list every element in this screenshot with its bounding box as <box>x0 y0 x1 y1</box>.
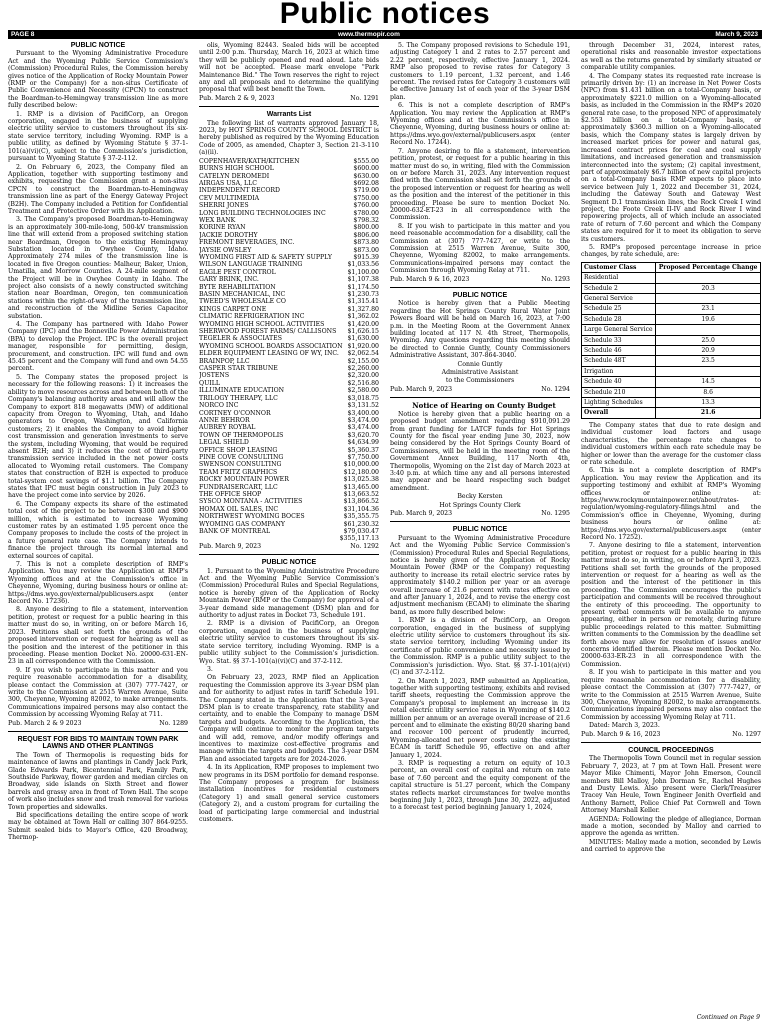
table-header: Customer Class <box>582 262 656 272</box>
warrant-payee: THE OFFICE SHOP <box>199 490 262 498</box>
continued-note: Continued on Page 9 <box>696 1014 760 1021</box>
paragraph: On February 23, 2023, RMP filed an Application requesting the Commission approve its 3-year DSM plan and for authority to adjust rates in tariff Schedule 191. The Company stated in the Application that the 3-year DSM plan is to create transparency, rate stability and certainty, and to enable the Company to manage DSM targets and budgets. According to the Application, the Company will continue to monitor the program targets and will add, remove, and/or modify offerings and incentives to maximize cost-effective programs and manage within the targets and budgets. The 3-year DSM Plan and associated targets are for 2024-2026. <box>199 674 379 763</box>
warrant-payee: CASPER STAR TRIBUNE <box>199 365 278 373</box>
percentage-change: 19.6 <box>656 314 761 324</box>
warrant-row <box>199 321 379 328</box>
warrant-amount: $1,362.02 <box>347 313 379 321</box>
paragraph: Pursuant to the Wyoming Administrative Procedure Act and the Wyoming Public Service Commission's (Commission) Procedural Rules and Special Regulations, notice is hereby given of the Application of Rocky Mountain Power (RMP or the Company) requesting authority to increase its retail electric service rates by approximately $140.2 million per year or an average overall increase of 21.6 percent with rates effective on and after January 1, 2024, and to revise the energy cost adjustment mechanism (ECAM) to eliminate the sharing band, as more fully described below: <box>390 534 570 616</box>
warrant-payee: ANNE BEHROR <box>199 416 250 424</box>
divider <box>390 287 570 288</box>
masthead <box>0 0 770 28</box>
paragraph: 8. If you wish to participate in this matter and you need reasonable accommodation for a disability, call the Commission at (307) 777-7427, or write to the Commission at 2515 Warren Avenue, Suite 300, Cheyenne, Wyoming 82002, to make arrangements. Communications-impaired persons may contact the Commission through Wyoming Relay at 711. <box>390 222 570 275</box>
notice-number: No. 1297 <box>732 730 761 738</box>
warrant-row <box>199 447 379 454</box>
notice-heading: Warrants List <box>266 111 312 119</box>
warrant-amount: $13,663.52 <box>343 490 379 498</box>
divider <box>581 742 761 743</box>
warrant-row <box>199 365 379 372</box>
publication-line <box>390 276 570 283</box>
percentage-change <box>656 273 761 283</box>
warrant-row <box>199 298 379 305</box>
warrant-row <box>199 210 379 217</box>
warrant-payee: TRILOGY THERAPY, LLC <box>199 394 278 402</box>
warrant-row <box>199 335 379 342</box>
warrant-payee: CEV MULTIMEDIA <box>199 194 260 202</box>
warrant-row <box>199 454 379 461</box>
warrant-payee: BRAINPOP, LLC <box>199 357 250 365</box>
warrant-payee: WILSON LANGUAGE TRAINING <box>199 261 303 269</box>
paragraph: Notice is hereby given that a Public Meeting regarding the Hot Springs County Rural Water Joint Powers Board will be held on March 16, 2023, at 7:00 p.m. in the Meeting Room at the Government Annex building located at 117 N. 4th Street, Thermopolis, Wyoming. Any questions regarding this meeting should be directed to Connie Guntly, County Commissioners Administrative Assistant, 307-864-3040. <box>390 300 570 360</box>
warrant-row <box>199 239 379 246</box>
warrant-row <box>199 217 379 224</box>
customer-class: Schedule 28 <box>582 314 656 324</box>
table-header: Proposed Percentage Change <box>656 262 761 272</box>
column-1 <box>8 42 188 1016</box>
divider <box>390 521 570 522</box>
paragraph: 4. In its Application, RMP proposes to implement two new programs in its DSM portfolio for demand response. The Company proposes a program for business installation incentives for residential customers (Category 1) and small general service customers (Category 2), and a custom program for curtailing the load of participating large commercial and industrial customers. <box>199 764 379 824</box>
warrant-amount: $2,155.00 <box>347 357 379 365</box>
paragraph: 2. On March 1, 2023, RMP submitted an Application, together with supporting testimony, exhibits and revised tariff sheets, requesting the Commission approve the Company's proposal to implement an increase in its retail electric utility service rates in Wyoming of $140.2 million per annum or an average overall increase of 21.6 percent and to eliminate the existing 80/20 sharing band and recover 100 percent of prudently incurred, Wyoming-allocated net power costs using the existing ECAM in tariff Schedule 95, effective on and after January 1, 2024. <box>390 677 570 759</box>
warrant-payee: PINE COVE CONSULTING <box>199 453 284 461</box>
warrant-payee: SHERRI JONES <box>199 202 249 210</box>
signature-title: Administrative Assistant <box>441 369 519 377</box>
warrant-row <box>199 491 379 498</box>
customer-class: Schedule 40 <box>582 377 656 387</box>
warrant-row <box>199 387 379 394</box>
warrant-payee: KINGS CARPET ONE <box>199 305 267 313</box>
warrant-row <box>199 313 379 320</box>
warrant-row <box>199 535 379 542</box>
warrant-amount: $873.80 <box>353 239 379 247</box>
warrant-payee: LONG BUILDING TECHNOLOGIES INC <box>199 209 326 217</box>
warrant-row <box>199 158 379 165</box>
warrant-row <box>199 173 379 180</box>
issue-date: March 9, 2023 <box>715 31 758 38</box>
warrant-row <box>199 424 379 431</box>
divider <box>8 731 188 732</box>
warrant-amount: $600.00 <box>353 165 379 173</box>
percentage-change <box>656 294 761 304</box>
customer-class: Residential <box>582 273 656 283</box>
column-4 <box>581 42 761 1016</box>
customer-class: Schedule 33 <box>582 335 656 345</box>
percentage-change: 25.0 <box>656 335 761 345</box>
pub-dates: Pub. March 9, 2023 <box>390 509 453 517</box>
warrant-payee: FUNDRAISERCART, LLC <box>199 483 278 491</box>
warrant-payee: JACKIE DOROTHY <box>199 231 258 239</box>
warrant-payee: FREMONT BEVERAGES, INC. <box>199 239 295 247</box>
warrant-amount: $1,420.00 <box>347 320 379 328</box>
warrant-payee: AIRGAS USA, LLC <box>199 179 257 187</box>
paragraph: 9. If you wish to participate in this matter and you require reasonable accommodation for a disability, please contact the Commission at (307) 777-7427, or write to the Commission at 2515 Warren Avenue, Suite 300, Cheyenne, Wyoming 82002, to make arrangements. Communications impaired persons may also contact the Commission by accessing Wyoming Relay at 711. <box>8 666 188 719</box>
warrant-row <box>199 306 379 313</box>
paragraph: 8. Anyone desiring to file a statement, intervention petition, protest or request for a public hearing in this matter must do so, in writing, on or before March 16, 2023. Petitions shall set forth the grounds of the proposed intervention or request for hearing as well as the position and the interest of the petitioner in this proceeding. Please mention Docket No. 20000-631-EN-23 in all correspondence with the Commission. <box>8 606 188 666</box>
warrant-amount: $1,327.80 <box>347 305 379 313</box>
table-row <box>582 408 761 418</box>
warrants-list <box>199 158 379 543</box>
warrant-payee: JOSTENS <box>199 372 230 380</box>
notice-heading: PUBLIC NOTICE <box>261 559 317 567</box>
warrant-payee: BANK OF MONTREAL <box>199 528 271 535</box>
table-row <box>582 377 761 387</box>
divider <box>199 554 379 555</box>
warrant-row <box>199 343 379 350</box>
warrant-payee: KORINE RYAN <box>199 224 246 232</box>
warrant-row <box>199 276 379 283</box>
paragraph: The Company states that due to rate design and individual customer load factors and usage characteristics, the percentage rate changes to individual customers within each rate schedule may be higher or lower than the average for the customer class or rate schedule. <box>581 421 761 466</box>
paragraph: 6. This is not a complete description of RMP's Application. You may review the Application and its supporting testimony and exhibit at RMP's Wyoming offices or online at: https://www.rockymountainpower.net/about/rates-regulation/wyoming-regulatory-filings.html and the Commission's office in Cheyenne, Wyoming, during business hours or online at: https://dms.wyo.gov/external/publicusers.aspx (enter Record No. 17252). <box>581 467 761 541</box>
warrant-amount: $555.00 <box>353 157 379 165</box>
warrant-payee: HOMAX OIL SALES, INC <box>199 505 279 513</box>
warrant-amount: $13,025.38 <box>343 476 379 484</box>
warrant-amount: $3,474.00 <box>347 416 379 424</box>
customer-class: Lighting Schedules <box>582 398 656 408</box>
warrant-row <box>199 269 379 276</box>
warrant-amount: $61,230.32 <box>343 520 379 528</box>
warrant-amount: $630.00 <box>353 172 379 180</box>
divider <box>390 397 570 398</box>
warrant-payee: TWEED'S WHOLESALE CO <box>199 298 286 306</box>
warrant-amount: $1,033.56 <box>347 261 379 269</box>
table-row <box>582 346 761 356</box>
warrant-amount: $2,320.00 <box>347 372 379 380</box>
warrant-amount: $13,465.00 <box>343 483 379 491</box>
warrant-payee: CORTNEY O'CONNOR <box>199 409 271 417</box>
customer-class: Irrigation <box>582 366 656 376</box>
warrant-row <box>199 180 379 187</box>
notice-number: No. 1292 <box>350 542 379 550</box>
customer-class: Schedule 2 <box>582 283 656 293</box>
paragraph: 4. The Company has partnered with Idaho Power Company (IPC) and the Bonneville Power Administration (BPA) to develop the Project. IPC is the overall project manager, responsible for permitting, design, procurement, and construction. IPC will fund and own 45.45 percent and the Company will fund and own 54.55 percent. <box>8 321 188 373</box>
warrant-row <box>199 187 379 194</box>
notice-number: No. 1295 <box>541 509 570 517</box>
warrant-payee: SHERWOOD FOREST FARMS/ CALLISONS <box>199 328 337 336</box>
warrant-row <box>199 476 379 483</box>
customer-class: Overall <box>582 408 656 418</box>
table-row <box>582 387 761 397</box>
notice-heading: PUBLIC NOTICE <box>452 292 508 299</box>
paragraph: 1. RMP is a division of PacifiCorp, an Oregon corporation, engaged in the business of supplying electric utility service to customers throughout its six-state service territory, including Wyoming. RMP is a public utility, as defined by Wyoming Statute § 37-1-101(a)(vi)(C), subject to the Commission's jurisdiction, pursuant to Wyoming Statute § 37-2-112. <box>8 110 188 163</box>
warrant-amount: $1,315.41 <box>347 298 379 306</box>
table-row <box>582 366 761 376</box>
warrant-row <box>199 261 379 268</box>
signature-title: Hot Springs County Clerk <box>439 501 521 509</box>
table-row <box>582 398 761 408</box>
warrant-amount: $1,100.00 <box>347 268 379 276</box>
warrant-amount: $31,104.36 <box>343 505 379 513</box>
warrant-amount: $873.00 <box>353 246 379 254</box>
warrant-row <box>199 328 379 335</box>
warrant-amount: $12,180.00 <box>343 468 379 476</box>
customer-class: Schedule 210 <box>582 387 656 397</box>
warrant-amount: $1,230.73 <box>347 291 379 298</box>
paragraph: olis, Wyoming 82443. Sealed bids will be accepted until 2:00 p.m. Thursday, March 16, 2023 at which time they will be publicly opened and read aloud. Late bids will not be accepted. Please mark envelope "Park Maintenance Bid." The Town reserves the right to reject any and all proposals and to determine the qualifying proposal that will best benefit the Town. <box>199 42 379 94</box>
publication-line <box>581 731 761 738</box>
warrant-amount: $35,355.75 <box>343 513 379 521</box>
notice-heading: PUBLIC NOTICE <box>452 526 508 534</box>
pub-dates: Pub. March 9 & 16, 2023 <box>581 730 661 738</box>
page-title: Public notices <box>279 0 491 30</box>
notice-heading: REQUEST FOR BIDS TO MAINTAIN TOWN PARK LAWNS AND OTHER PLANTINGS <box>17 735 179 751</box>
warrant-payee: NORCO INC <box>199 402 239 410</box>
pub-dates: Pub. March 9, 2023 <box>390 385 453 393</box>
page-number: PAGE 8 <box>11 31 35 38</box>
warrant-amount: $3,018.75 <box>347 394 379 402</box>
percentage-change: 20.9 <box>656 346 761 356</box>
signature-name: Connie Guntly <box>457 360 503 368</box>
warrant-amount: $4,634.99 <box>347 439 379 447</box>
warrant-payee: GARY BRINK, INC. <box>199 276 259 284</box>
warrant-payee: TOWN OF THERMOPOLIS <box>199 431 284 439</box>
warrant-amount: $79,030.47 <box>343 528 379 535</box>
percentage-change <box>656 366 761 376</box>
warrant-row <box>199 350 379 357</box>
warrant-row <box>199 402 379 409</box>
notice-heading: Notice of Hearing on County Budget <box>412 401 556 411</box>
notice-number: No. 1293 <box>541 275 570 283</box>
table-row <box>582 335 761 345</box>
percentage-change: 23.1 <box>656 304 761 314</box>
warrant-row <box>199 247 379 254</box>
site-url: www.thermopir.com <box>338 31 400 38</box>
warrant-amount: $915.39 <box>353 253 379 261</box>
warrant-payee: CLIMATIC REFRIGERATION INC <box>199 313 305 321</box>
publication-line <box>390 510 570 517</box>
warrant-amount: $800.00 <box>353 224 379 232</box>
warrant-payee <box>199 535 340 542</box>
warrant-payee: ROCKY MOUNTAIN POWER <box>199 476 289 484</box>
paragraph: 7. Anyone desiring to file a statement, intervention petition, protest or request for a public hearing in this matter must do so, in writing, on or before April 3, 2023. Petitions shall set forth the grounds of the proposed intervention or request for a hearing as well as the position and the interest of the petitioner in this proceeding. The Commission encourages the public's participation and comments will be received throughout the entirety of this proceeding. The opportunity to present verbal comments will be available to anyone appearing, either in person or remotely, during future public proceedings related to this matter. Submitting written comments to the Commission by the deadline set forth above may allow for resolution of issues and/or concerns identified therein. Please mention Docket No. 20000-633-ER-23 in all correspondence with the Commission. <box>581 542 761 668</box>
warrant-payee: AUBREY ROYBAL <box>199 424 256 432</box>
warrant-amount: $3,620.70 <box>347 431 379 439</box>
warrant-payee: EAGLE PEST CONTROL <box>199 268 276 276</box>
paragraph: 5. The Company states the proposed project is necessary for the following reasons: 1) it increases the ability to move resources across and between both of the Company's balancing authority areas and will allow the Company to export 818 megawatts (MW) of additional capacity from Oregon to Wyoming, Utah, and Idaho generators to Oregon, Washington, and California customers; 2) it enables the Company to avoid higher cost transmission and generation investments to serve the system, including Wyoming, that would be required absent B2H; and 3) it reduces the cost of third-party transmission service included in the net power costs allocated to Wyoming retail customers. The Company states that construction of B2H is expected to produce total-system cost savings of $1.1 billion. The Company states that IPC must begin construction in July 2023 to have the project come into service by 2026. <box>8 373 188 500</box>
warrant-row <box>199 372 379 379</box>
warrant-payee: TEAM FRITZ GRAPHICS <box>199 468 278 476</box>
paragraph: The following list of warrants approved January 18, 2023, by HOT SPRINGS COUNTY SCHOOL DISTRICT is hereby published as required by the Wyoming Education Code of 2005, as amended, Chapter 3, Section 21-3-110 (a)(ii). <box>199 119 379 157</box>
warrant-payee: ILLUMINATE EDUCATION <box>199 387 285 395</box>
warrant-payee: WYOMING SCHOOL BOARDS ASSOCIATION <box>199 342 343 350</box>
paragraph: MINUTES: Malloy made a motion, seconded by Lewis and carried to approve the <box>581 838 761 854</box>
warrant-payee: ELDER EQUIPMENT LEASING OF WY, INC. <box>199 350 339 358</box>
paragraph: 8. If you wish to participate in this matter and you require reasonable accommodation for a disability, please contact the Commission at (307) 777-7427, or write to the Commission at 2515 Warren Avenue, Suite 300, Cheyenne, Wyoming 82002, to make arrangements. Communications impaired persons may also contact the Commission by accessing Wyoming Relay at 711. <box>581 669 761 721</box>
warrant-amount: $10,000.00 <box>343 461 379 469</box>
warrant-row <box>199 291 379 298</box>
customer-class: Schedule 25 <box>582 304 656 314</box>
warrant-amount: $760.00 <box>353 202 379 210</box>
table-row <box>582 356 761 366</box>
pub-dates: Pub. March 9, 2023 <box>199 542 262 550</box>
warrant-amount: $719.00 <box>353 187 379 195</box>
warrant-amount: $1,174.50 <box>347 283 379 291</box>
column-3 <box>390 42 570 1016</box>
pub-dates: Pub. March 2 & 9, 2023 <box>199 94 275 102</box>
warrant-amount: $355,117.13 <box>339 535 379 543</box>
notices-columns <box>8 42 762 1016</box>
signature-title: to the Commissioners <box>445 377 515 385</box>
percentage-change: 21.6 <box>656 408 761 418</box>
dated-line: Dated: March 3, 2023. <box>589 722 660 730</box>
notice-number: No. 1289 <box>159 719 188 727</box>
paragraph: 3. RMP is requesting a return on equity of 10.3 percent, an overall cost of capital and return on rate base of 7.60 percent and the equity component of the capital structure is 51.27 percent, which the Company states reflects market circumstances for twelve months beginning July 1, 2023, through June 30, 2022, adjusted to a forecast test period beginning January 1, 2024, <box>390 759 570 812</box>
percentage-change: 13.3 <box>656 398 761 408</box>
publication-line <box>199 543 379 550</box>
table-row <box>582 314 761 324</box>
warrant-row <box>199 498 379 505</box>
warrant-payee: NORTHWEST WYOMING BOCES <box>199 513 305 521</box>
header-bar <box>8 30 762 39</box>
warrant-amount: $2,062.54 <box>347 350 379 358</box>
warrant-row <box>199 254 379 261</box>
table-row <box>582 304 761 314</box>
notice-number: No. 1294 <box>541 385 570 393</box>
paragraph: 3. <box>207 665 213 673</box>
warrant-payee: WYOMING FIRST AID & SAFETY SUPPLY <box>199 253 332 261</box>
customer-class: General Service <box>582 294 656 304</box>
paragraph: 6. The Company expects its share of the estimated total cost of the project to be between $300 and $900 million, which is estimated to increase Wyoming customer rates by an estimated 1.95 percent once the Company proposes to include the costs of the project in a future general rate case. The Company intends to finance the project through its normal internal and external sources of capital. <box>8 500 188 560</box>
paragraph: AGENDA: Following the pledge of allegiance, Dorman made a motion, seconded by Malloy and carried to approve the agenda as written. <box>581 815 761 838</box>
warrant-payee: TEGELER & ASSOCIATES <box>199 335 282 343</box>
warrant-payee: SYSCO MONTANA - ACTIVITIES <box>199 498 303 506</box>
warrant-amount: $1,920.00 <box>347 342 379 350</box>
warrant-payee: COPENHAVER/KATH/KITCHEN <box>199 157 300 165</box>
notice-heading: PUBLIC NOTICE <box>70 42 126 49</box>
table-row <box>582 283 761 293</box>
pub-dates: Pub. March 9 & 16, 2023 <box>390 275 470 283</box>
paragraph: 1. Pursuant to the Wyoming Administrative Procedure Act and the Wyoming Public Service Commission's (Commission) Procedural Rules and Special Regulations, notice is hereby given of the Application of Rocky Mountain Power (RMP or the Company) for approval of a 3-year demand side management (DSM) plan and for authority to adjust rates in Docket 73, Schedule 191. <box>199 567 379 620</box>
pub-dates: Pub. March 2 & 9 2023 <box>8 719 82 727</box>
percentage-change <box>656 325 761 335</box>
warrant-amount: $2,580.00 <box>347 387 379 395</box>
rate-table <box>581 262 761 419</box>
table-row <box>582 273 761 283</box>
warrant-row <box>199 284 379 291</box>
warrant-amount: $13,866.52 <box>343 498 379 506</box>
signature-name: Becky Kersten <box>457 493 503 501</box>
warrant-row <box>199 461 379 468</box>
warrant-amount: $5,360.37 <box>347 446 379 454</box>
warrant-payee: QUILL <box>199 379 220 387</box>
table-row <box>582 294 761 304</box>
warrant-payee: SWENSON CONSULTING <box>199 461 282 469</box>
paragraph: 2. On February 6, 2023, the Company filed an Application, together with supporting testimony and exhibits, requesting the Commission grant a non-situs CPCN to construct the Boardman-to-Hemingway transmission line as part of the Energy Gateway Project (B2H). The Company included a Petition for Confidential Treatment and Protective Order with its Application. <box>8 163 188 215</box>
warrant-row <box>199 484 379 491</box>
warrant-row <box>199 358 379 365</box>
warrant-amount: $692.08 <box>353 179 379 187</box>
warrant-row <box>199 232 379 239</box>
warrant-amount: $7,750.00 <box>347 453 379 461</box>
warrant-payee: BYTE REHABILITATION <box>199 283 276 291</box>
publication-line <box>199 95 379 102</box>
customer-class: Large General Service <box>582 325 656 335</box>
column-2 <box>199 42 379 1016</box>
warrant-payee: JAYSIE OWSLEY <box>199 246 252 254</box>
warrant-amount: $3,400.00 <box>347 409 379 417</box>
warrant-row <box>199 439 379 446</box>
warrant-row <box>199 417 379 424</box>
warrant-amount: $806.00 <box>353 231 379 239</box>
warrant-payee: BASIN MECHANICAL, INC <box>199 291 286 298</box>
warrant-amount: $1,630.00 <box>347 335 379 343</box>
warrant-payee: LEGAL SHIELD <box>199 439 249 447</box>
notice-number: No. 1291 <box>350 94 379 102</box>
publication-line <box>8 720 188 727</box>
customer-class: Schedule 48T <box>582 356 656 366</box>
warrant-payee: BURNS HIGH SCHOOL <box>199 165 274 173</box>
warrant-row <box>199 195 379 202</box>
warrant-payee: WYOMING GAS COMPANY <box>199 520 285 528</box>
warrant-row <box>199 521 379 528</box>
paragraph: Notice is hereby given that a public hearing on a proposed budget amendment regarding $910,091.29 from grant funding for LATCF funds for Hot Springs County for the fiscal year ending June 30, 2023, now being considered by the Hot Springs County Board of Commissioners, will be held in the meeting room of the Government Annex Building, 117 North 4th, Thermopolis, Wyoming on the 21st day of March 2023 at 3:40 p.m. at which time any and all persons interested may appear and be heard respecting such budget amendment. <box>390 410 570 492</box>
paragraph: 6. This is not a complete description of RMP's Application. You may review the Application at RMP's Wyoming offices and at the Commission's office in Cheyenne, Wyoming, during business hours or online at: https://dms.wyo.gov/external/publicusers.aspx (enter Record No. 17244). <box>390 102 570 147</box>
paragraph: The Thermopolis Town Council met in regular session February 7, 2023, at 7 pm at Town Hall. Present were Mayor Mike Chimenti, Mayor John Emerson, Council members Bill Malloy, John Dorman Sr., Rachel Hughes and Dusty Lewis. Also present were Clerk/Treasurer Tracey Van Heule, Town Engineer Jenith Overfield and Anthony Barnett, Police Chief Pat Cornwell and Town Attorney Marshall Keller. <box>581 755 761 815</box>
percentage-change: 20.3 <box>656 283 761 293</box>
paragraph: 1. RMP is a division of PacifiCorp, an Oregon corporation, engaged in the business of supplying electric utility service to customers throughout its six-state service territory, including Wyoming under its certificate of public convenience and necessity issued by the Commission. RMP is a public utility subject to the Commission's jurisdiction. Wyo. Stat. §§ 37-1-101(a)(vi)(C) and 37-2-112. <box>390 617 570 677</box>
warrant-row <box>199 165 379 172</box>
warrant-amount: $798.32 <box>353 216 379 224</box>
paragraph: 4. The Company states its requested rate increase is primarily driven by: (1) an increase in Net Power Costs (NPC) from $1.431 billion on a total-Company basis, or approximately $221.0 million on a Wyoming-allocated basis, as included in the Commission in the RMP's 2020 general rate case, to the proposed NPC of approximately $2.553 billion on a total-Company basis, or approximately $360.3 million on a Wyoming-allocated basis, which the Company states is largely driven by increased market prices for power and natural gas, increased contract prices for coal and coal supply limitations, and increased generation and transmission interconnected into the system; (2) capital investment, part of approximately $6.7 billion of new capital projects on a total-Company basis RMP expects to place into service between July 1, 2022 and December 31, 2024, including the Gateway South and Gateway West Segment D.1 transmission lines, the Rock Creek I wind project, the Foote Creek II-IV and Rock River I wind repowering projects, all of which include an associated rate of return of 7.60 percent and which the Company states are required for it to meet its obligation to serve its customers. <box>581 72 761 243</box>
warrant-payee: WYOMING HIGH SCHOOL ACTIVITIES <box>199 320 325 328</box>
notice-heading: COUNCIL PROCEEDINGS <box>628 746 714 754</box>
warrant-amount: $1,107.38 <box>347 276 379 284</box>
publication-line <box>390 386 570 393</box>
table-row <box>582 325 761 335</box>
warrant-row <box>199 528 379 535</box>
warrant-row <box>199 513 379 520</box>
paragraph: 5. The Company proposed revisions to Schedule 191, adjusting Category 1 and 2 rates to 2.57 percent and 2.22 percent, respectively, effective January 1, 2024. RMP also proposed to revise rates for Category 3 customers to 1.19 percent, 1.32 percent, and 1.46 percent. The revised rates for Category 3 customers will be effective January 1st of each year of the 3-year DSM plan. <box>390 42 570 101</box>
warrant-amount: $2,260.00 <box>347 365 379 373</box>
percentage-change: 23.5 <box>656 356 761 366</box>
warrant-amount: $2,516.80 <box>347 379 379 387</box>
warrant-payee: CATELYN DEROMEDI <box>199 172 270 180</box>
warrant-payee: INDEPENDENT RECORD <box>199 187 281 195</box>
paragraph: through December 31, 2024, interest rates, operational risks and reasonable investor expectations as well as the returns generated by similarly situated or comparable utility companies. <box>581 42 761 72</box>
paragraph: 7. This is not a complete description of RMP's Application. You may review the Application at RMP's Wyoming offices and at the Commission's office in Cheyenne, Wyoming, during business hours or online at: https://dms.wyo.gov/external/publicusers.aspx (enter Record No. 17236). <box>8 561 188 606</box>
paragraph: 2. RMP is a division of PacifiCorp, an Oregon corporation, engaged in the business of supplying electric utility service to customers throughout its six-state service territory, including Wyoming. RMP is a public utility subject to the Commission's jurisdiction. Wyo. Stat. §§ 37-1-101(a)(vi)(C) and 37-2-112. <box>199 620 379 665</box>
warrant-row <box>199 202 379 209</box>
percentage-change: 8.6 <box>656 387 761 397</box>
warrant-row <box>199 380 379 387</box>
paragraph: Bid specifications detailing the entire scope of work may be obtained at Town Hall or calling 307 864-9255. Submit sealed bids to Mayor's Office, 420 Broadway, Thermop- <box>8 812 188 842</box>
paragraph: 3. The Company's proposed Boardman-to-Hemingway is an approximately 300-mile-long, 500-kV transmission line that will extend from a proposed switching station near Boardman, Oregon to the existing Hemingway Substation located in Owyhee County, Idaho. Approximately 274 miles of the transmission line is located in five Oregon counties: Malheur, Baker, Union, Umatilla, and Morrow Counties. A 24-mile segment of the Project will be in Owyhee County in Idaho. The project also consists of a newly constructed switching station near Boardman, Oregon, ten communication stations within the right-of-way of the transmission line, and reconstruction of the Midline Series Capacitor substation. <box>8 216 188 320</box>
percentage-change: 14.5 <box>656 377 761 387</box>
warrant-amount: $3,131.52 <box>347 402 379 410</box>
warrant-amount: $1,626.15 <box>347 328 379 336</box>
warrant-amount: $780.00 <box>353 209 379 217</box>
warrant-payee: OFFICE SHOP LEASING <box>199 446 278 454</box>
divider <box>199 106 379 107</box>
warrant-row <box>199 432 379 439</box>
paragraph: Pursuant to the Wyoming Administrative Procedure Act and the Wyoming Public Service Commission's (Commission) Procedural Rules, the Commission hereby gives notice of the Application of Rocky Mountain Power (RMP or the Company) for a non-situs Certificate of Public Convenience and Necessity (CPCN) to construct the Boardman-to-Hemingway transmission line as more fully described below: <box>8 50 188 110</box>
warrant-amount: $750.00 <box>353 194 379 202</box>
customer-class: Schedule 46 <box>582 346 656 356</box>
warrant-payee: WEX BANK <box>199 216 236 224</box>
paragraph: 5. RMP's proposed percentage increase in price changes, by rate schedule, are: <box>581 243 761 259</box>
warrant-amount: $3,474.00 <box>347 424 379 432</box>
paragraph: 7. Anyone desiring to file a statement, intervention petition, protest, or request for a public hearing in this matter must do so, in writing, filed with the Commission on or before March 31, 2023. Any intervention request filed with the Commission shall set forth the grounds of the proposed intervention or request for hearing as well as the position and the interest of the petitioner in this proceeding. Please be sure to mention Docket No. 20000-632-ET-23 in all correspondence with the Commission. <box>390 147 570 222</box>
warrant-row <box>199 506 379 513</box>
warrant-row <box>199 224 379 231</box>
warrant-row <box>199 469 379 476</box>
warrant-row <box>199 395 379 402</box>
warrant-row <box>199 410 379 417</box>
paragraph: The Town of Thermopolis is requesting bids for maintenance of lawns and plantings in Candy Jack Park, Glade Edwards Park, Bicentennial Park, Family Park, Southside Parkway, flower garden and median circles on Broadway, side islands on Sixth Street and flower barrels and grassy area in front of Town Hall. The scope of work also includes snow and trash removal for various Town properties and sidewalks. <box>8 751 188 811</box>
